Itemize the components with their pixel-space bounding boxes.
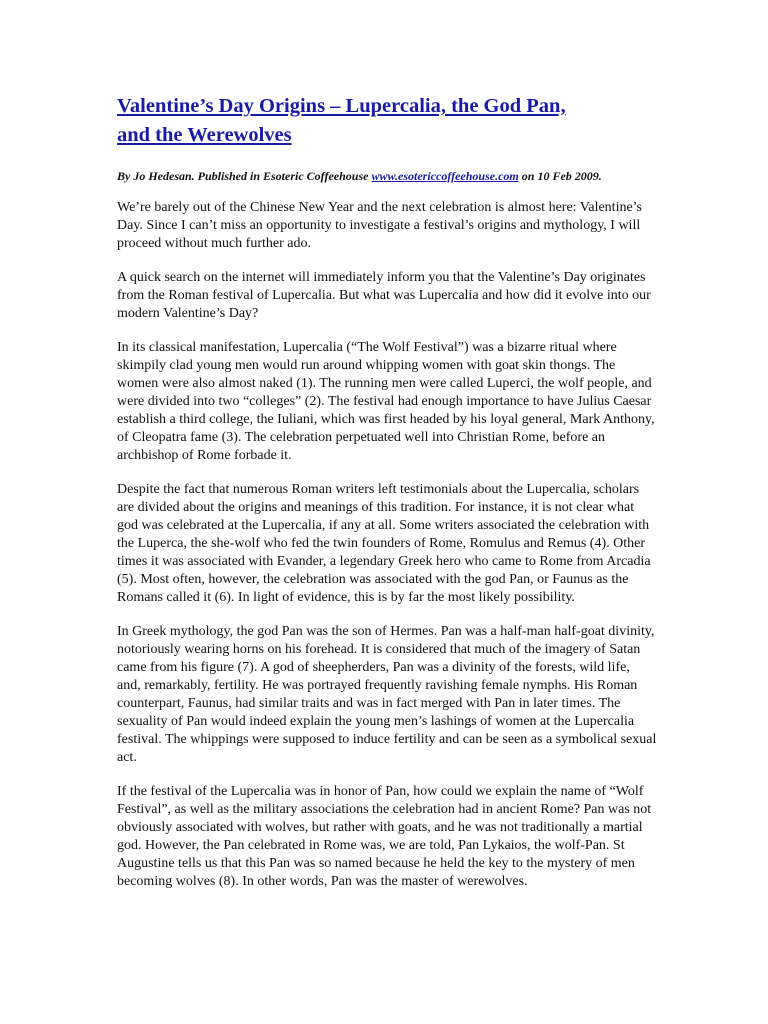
paragraph-3: In its classical manifestation, Lupercalia (“The Wolf Festival”) was a bizarre ritual where skimpily clad young men would run around whipping women with goat skin thongs. The women were also almost naked (1). The running men were called Luperci, the wolf people, and were divided into two “colleges” (2). The festival had enough importance to have Julius Caesar establish a third college, the Iuliani, which was first headed by his loyal general, Mark Anthony, of Cleopatra fame (3). The celebration perpetuated well into Christian Rome, before an archbishop of Rome forbade it. xyxy=(117,340,655,463)
title-line-2: and the Werewolves xyxy=(117,124,292,146)
byline-prefix: By Jo Hedesan. Published in Esoteric Coffeehouse xyxy=(117,169,372,183)
article-title-link[interactable] xyxy=(117,95,566,146)
paragraph-1: We’re barely out of the Chinese New Year and the next celebration is almost here: Valentine’s Day. Since I can’t miss an opportunity to investigate a festival’s origins and mythology, I will proceed without much further ado. xyxy=(117,200,643,251)
document-page xyxy=(117,92,657,907)
article-body xyxy=(117,199,657,891)
article-title xyxy=(117,92,657,150)
paragraph-5: In Greek mythology, the god Pan was the son of Hermes. Pan was a half-man half-goat divinity, notoriously wearing horns on his forehead. It is considered that much of the imagery of Satan came from his figure (7). A god of sheepherders, Pan was a divinity of the forests, wild life, and, remarkably, fertility. He was portrayed frequently ravishing female nymphs. His Roman counterpart, Faunus, had similar traits and was in fact merged with Pan in later times. The sexuality of Pan would indeed explain the young men’s lashings of women at the Lupercalia festival. The whippings were supposed to induce fertility and can be seen as a symbolical sexual act. xyxy=(117,624,657,765)
paragraph-2: A quick search on the internet will immediately inform you that the Valentine’s Day originates from the Roman festival of Lupercalia. But what was Lupercalia and how did it evolve into our modern Valentine’s Day? xyxy=(117,270,651,321)
title-line-1: Valentine’s Day Origins – Lupercalia, the God Pan, xyxy=(117,95,566,117)
website-link[interactable]: www.esotericcoffeehouse.com xyxy=(371,169,519,183)
paragraph-4: Despite the fact that numerous Roman writers left testimonials about the Lupercalia, scholars are divided about the origins and meanings of this tradition. For instance, it is not clear what god was celebrated at the Lupercalia, if any at all. Some writers associated the celebration with the Luperca, the she-wolf who fed the twin founders of Rome, Romulus and Remus (4). Other times it was associated with Evander, a legendary Greek hero who came to Rome from Arcadia (5). Most often, however, the celebration was associated with the god Pan, or Faunus as the Romans called it (6). In light of evidence, this is by far the most likely possibility. xyxy=(117,482,651,605)
paragraph-6: If the festival of the Lupercalia was in honor of Pan, how could we explain the name of “Wolf Festival”, as well as the military associations the celebration had in ancient Rome? Pan was not obviously associated with wolves, but rather with goats, and he was not traditionally a martial god. However, the Pan celebrated in Rome was, we are told, Pan Lykaios, the wolf-Pan. St Augustine tells us that this Pan was so named because he held the key to the mystery of men becoming wolves (8). In other words, Pan was the master of werewolves. xyxy=(117,784,652,889)
byline xyxy=(117,168,657,184)
byline-suffix: on 10 Feb 2009. xyxy=(518,169,602,183)
